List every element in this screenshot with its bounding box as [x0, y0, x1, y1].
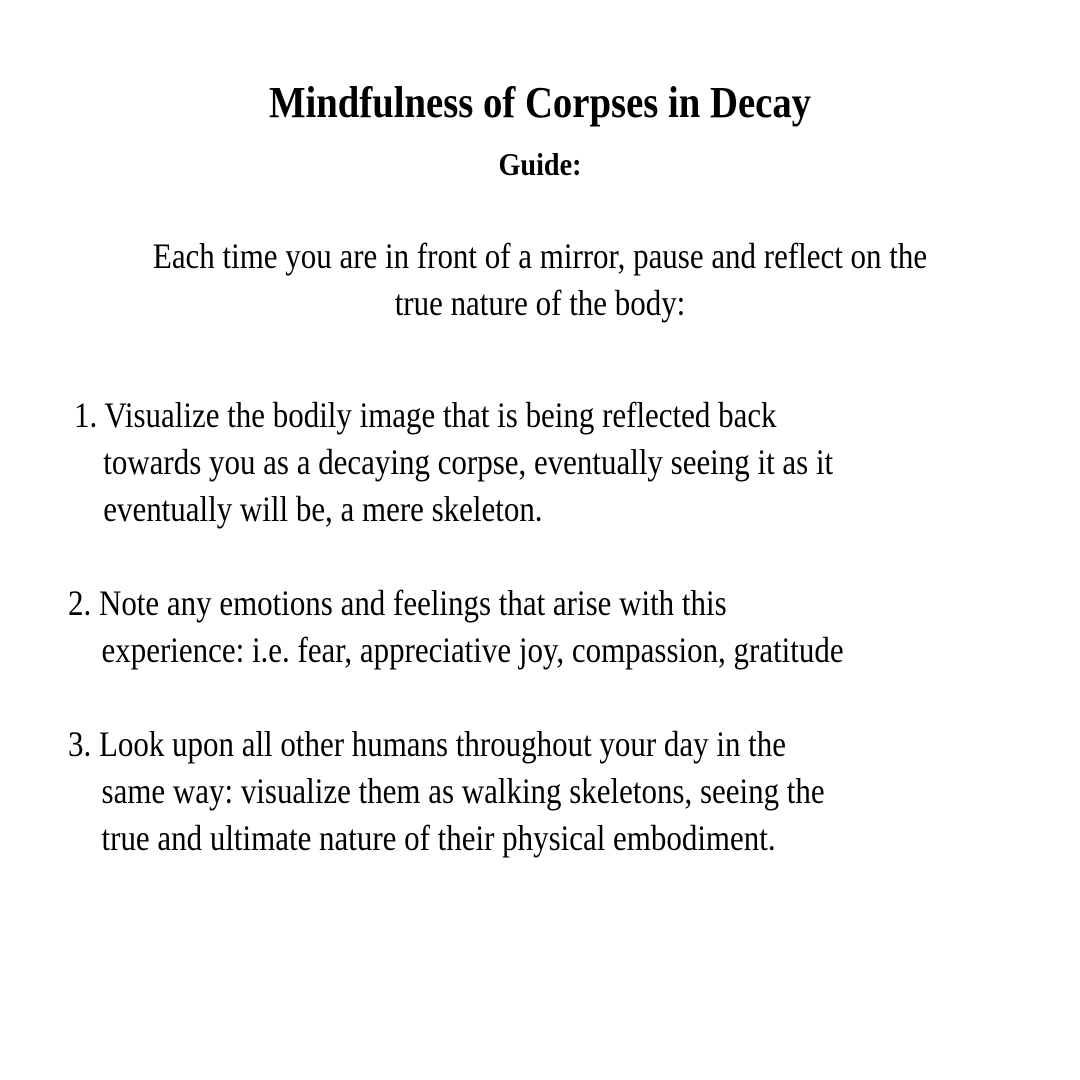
step-3-line: true and ultimate nature of their physical embodiment. [101, 818, 776, 858]
step-1-line: towards you as a decaying corpse, eventually seeing it as it [103, 442, 834, 482]
step-3-line: same way: visualize them as walking skeletons, seeing the [101, 771, 825, 811]
step-1-line: eventually will be, a mere skeleton. [103, 489, 543, 529]
step-3-line: 3. Look upon all other humans throughout your day in the [68, 724, 786, 764]
list-item-step-2 [68, 580, 844, 674]
intro-line: Each time you are in front of a mirror, pause and reflect on the [152, 236, 928, 276]
intro-line: true nature of the body: [394, 283, 686, 323]
intro-paragraph [93, 233, 987, 327]
step-2-line: 2. Note any emotions and feelings that arise with this [68, 583, 727, 623]
page-title: Mindfulness of Corpses in Decay [268, 78, 812, 127]
list-item-step-3 [68, 721, 825, 862]
step-2-line: experience: i.e. fear, appreciative joy, compassion, gratitude [101, 630, 844, 670]
step-1-line: 1. Visualize the bodily image that is being reflected back [74, 395, 777, 435]
page-subtitle: Guide: [498, 146, 582, 182]
list-item-step-1 [74, 392, 833, 533]
